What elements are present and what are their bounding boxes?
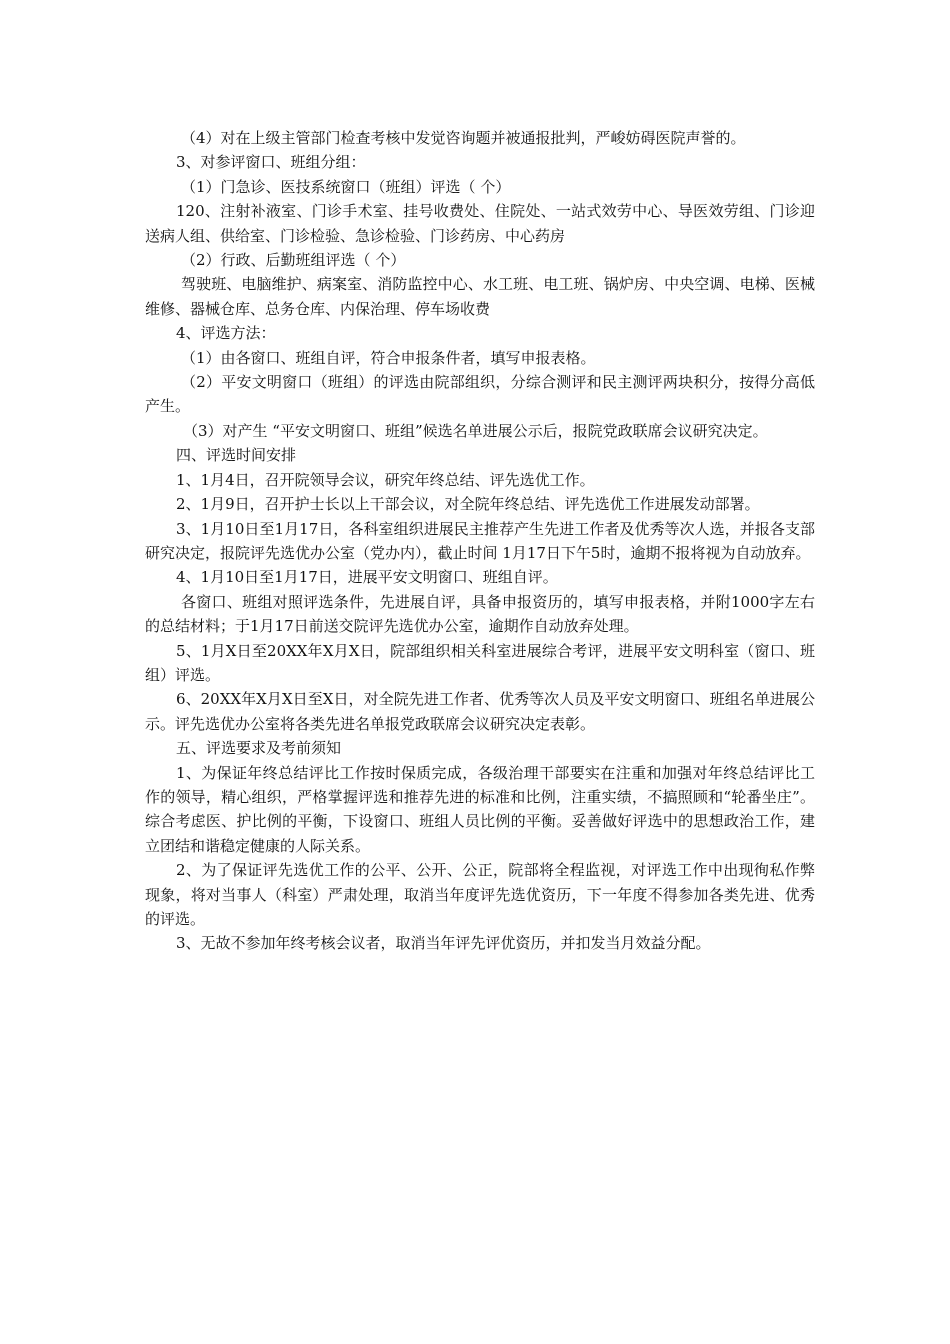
paragraph-item-4-of-criteria: （4）对在上级主管部门检查考核中发觉咨询题并被通报批判，严峻妨碍医院声誉的。	[181, 129, 746, 147]
paragraph-method-1: （1）由各窗口、班组自评，符合申报条件者，填写申报表格。	[181, 348, 596, 367]
paragraph-group-2-heading: （2）行政、后勤班组评选（ 个）	[181, 251, 406, 270]
paragraph-schedule-2: 2、1月9日，召开护士长以上干部会议，对全院年终总结、评先选优工作进展发动部署。	[176, 495, 760, 514]
paragraph-group-2-list: 驾驶班、电脑维护、病案室、消防监控中心、水工班、电工班、锅炉房、中央空调、电梯、医械维修、器械仓库、总务仓库、内保治理、停车场收费	[145, 275, 815, 318]
paragraph-grouping-heading: 3、对参评窗口、班组分组：	[176, 153, 366, 172]
paragraph-group-1-list: 120、注射补液室、门诊手术室、挂号收费处、住院处、一站式效劳中心、导医效劳组、门诊迎送病人组、供给室、门诊检验、急诊检验、门诊药房、中心药房	[145, 202, 815, 245]
paragraph-schedule-4: 4、1月10日至1月17日，进展平安文明窗口、班组自评。	[176, 568, 558, 587]
paragraph-requirement-1: 1、为保证年终总结评比工作按时保质完成，各级治理干部要实在注重和加强对年终总结评比工作的领导，精心组织，严格掌握评选和推荐先进的标准和比例，注重实绩，不搞照顾和“轮番坐庄”。综合考虑医、护比例的平衡，下设窗口、班组人员比例的平衡。妥善做好评选中的思想政治工作，建立团结和谐稳定健康的人际关系。	[145, 763, 815, 855]
section-heading-schedule: 四、评选时间安排	[176, 446, 297, 465]
paragraph-schedule-4-detail: 各窗口、班组对照评选条件，先进展自评，具备申报资历的，填写申报表格，并附1000字左右的总结材料；于1月17日前送交院评先选优办公室，逾期作自动放弃处理。	[145, 592, 815, 636]
section-heading-requirements: 五、评选要求及考前须知	[176, 739, 342, 758]
paragraph-schedule-3: 3、1月10日至1月17日，各科室组织进展民主推荐产生先进工作者及优秀等次人选，并报各支部研究决定，报院评先选优办公室（党办内），截止时间 1月17日下午5时，逾期不报将视为自动放弃。	[145, 519, 815, 562]
paragraph-requirement-2: 2、为了保证评先选优工作的公平、公开、公正，院部将全程监视，对评选工作中出现徇私作弊现象，将对当事人（科室）严肃处理，取消当年度评先选优资历，下一年度不得参加各类先进、优秀的评选。	[145, 861, 815, 928]
paragraph-schedule-6: 6、20XX年X月X日至X日，对全院先进工作者、优秀等次人员及平安文明窗口、班组名单进展公示。评先选优办公室将各类先进名单报党政联席会议研究决定表彰。	[145, 690, 815, 733]
paragraph-method-2: （2）平安文明窗口（班组）的评选由院部组织，分综合测评和民主测评两块积分，按得分高低产生。	[145, 373, 815, 416]
document-body	[145, 126, 815, 956]
paragraph-group-1-heading: （1）门急诊、医技系统窗口（班组）评选（ 个）	[181, 177, 511, 196]
paragraph-schedule-1: 1、1月4日，召开院领导会议，研究年终总结、评先选优工作。	[176, 470, 595, 489]
paragraph-requirement-3: 3、无故不参加年终考核会议者，取消当年评先评优资历，并扣发当月效益分配。	[176, 934, 711, 953]
paragraph-schedule-5: 5、1月X日至20XX年X月X日，院部组织相关科室进展综合考评，进展平安文明科室（窗口、班组）评选。	[145, 641, 815, 684]
paragraph-method-heading: 4、评选方法：	[176, 324, 276, 343]
paragraph-method-3: （3）对产生 “平安文明窗口、班组”候选名单进展公示后，报院党政联席会议研究决定。	[183, 421, 768, 440]
